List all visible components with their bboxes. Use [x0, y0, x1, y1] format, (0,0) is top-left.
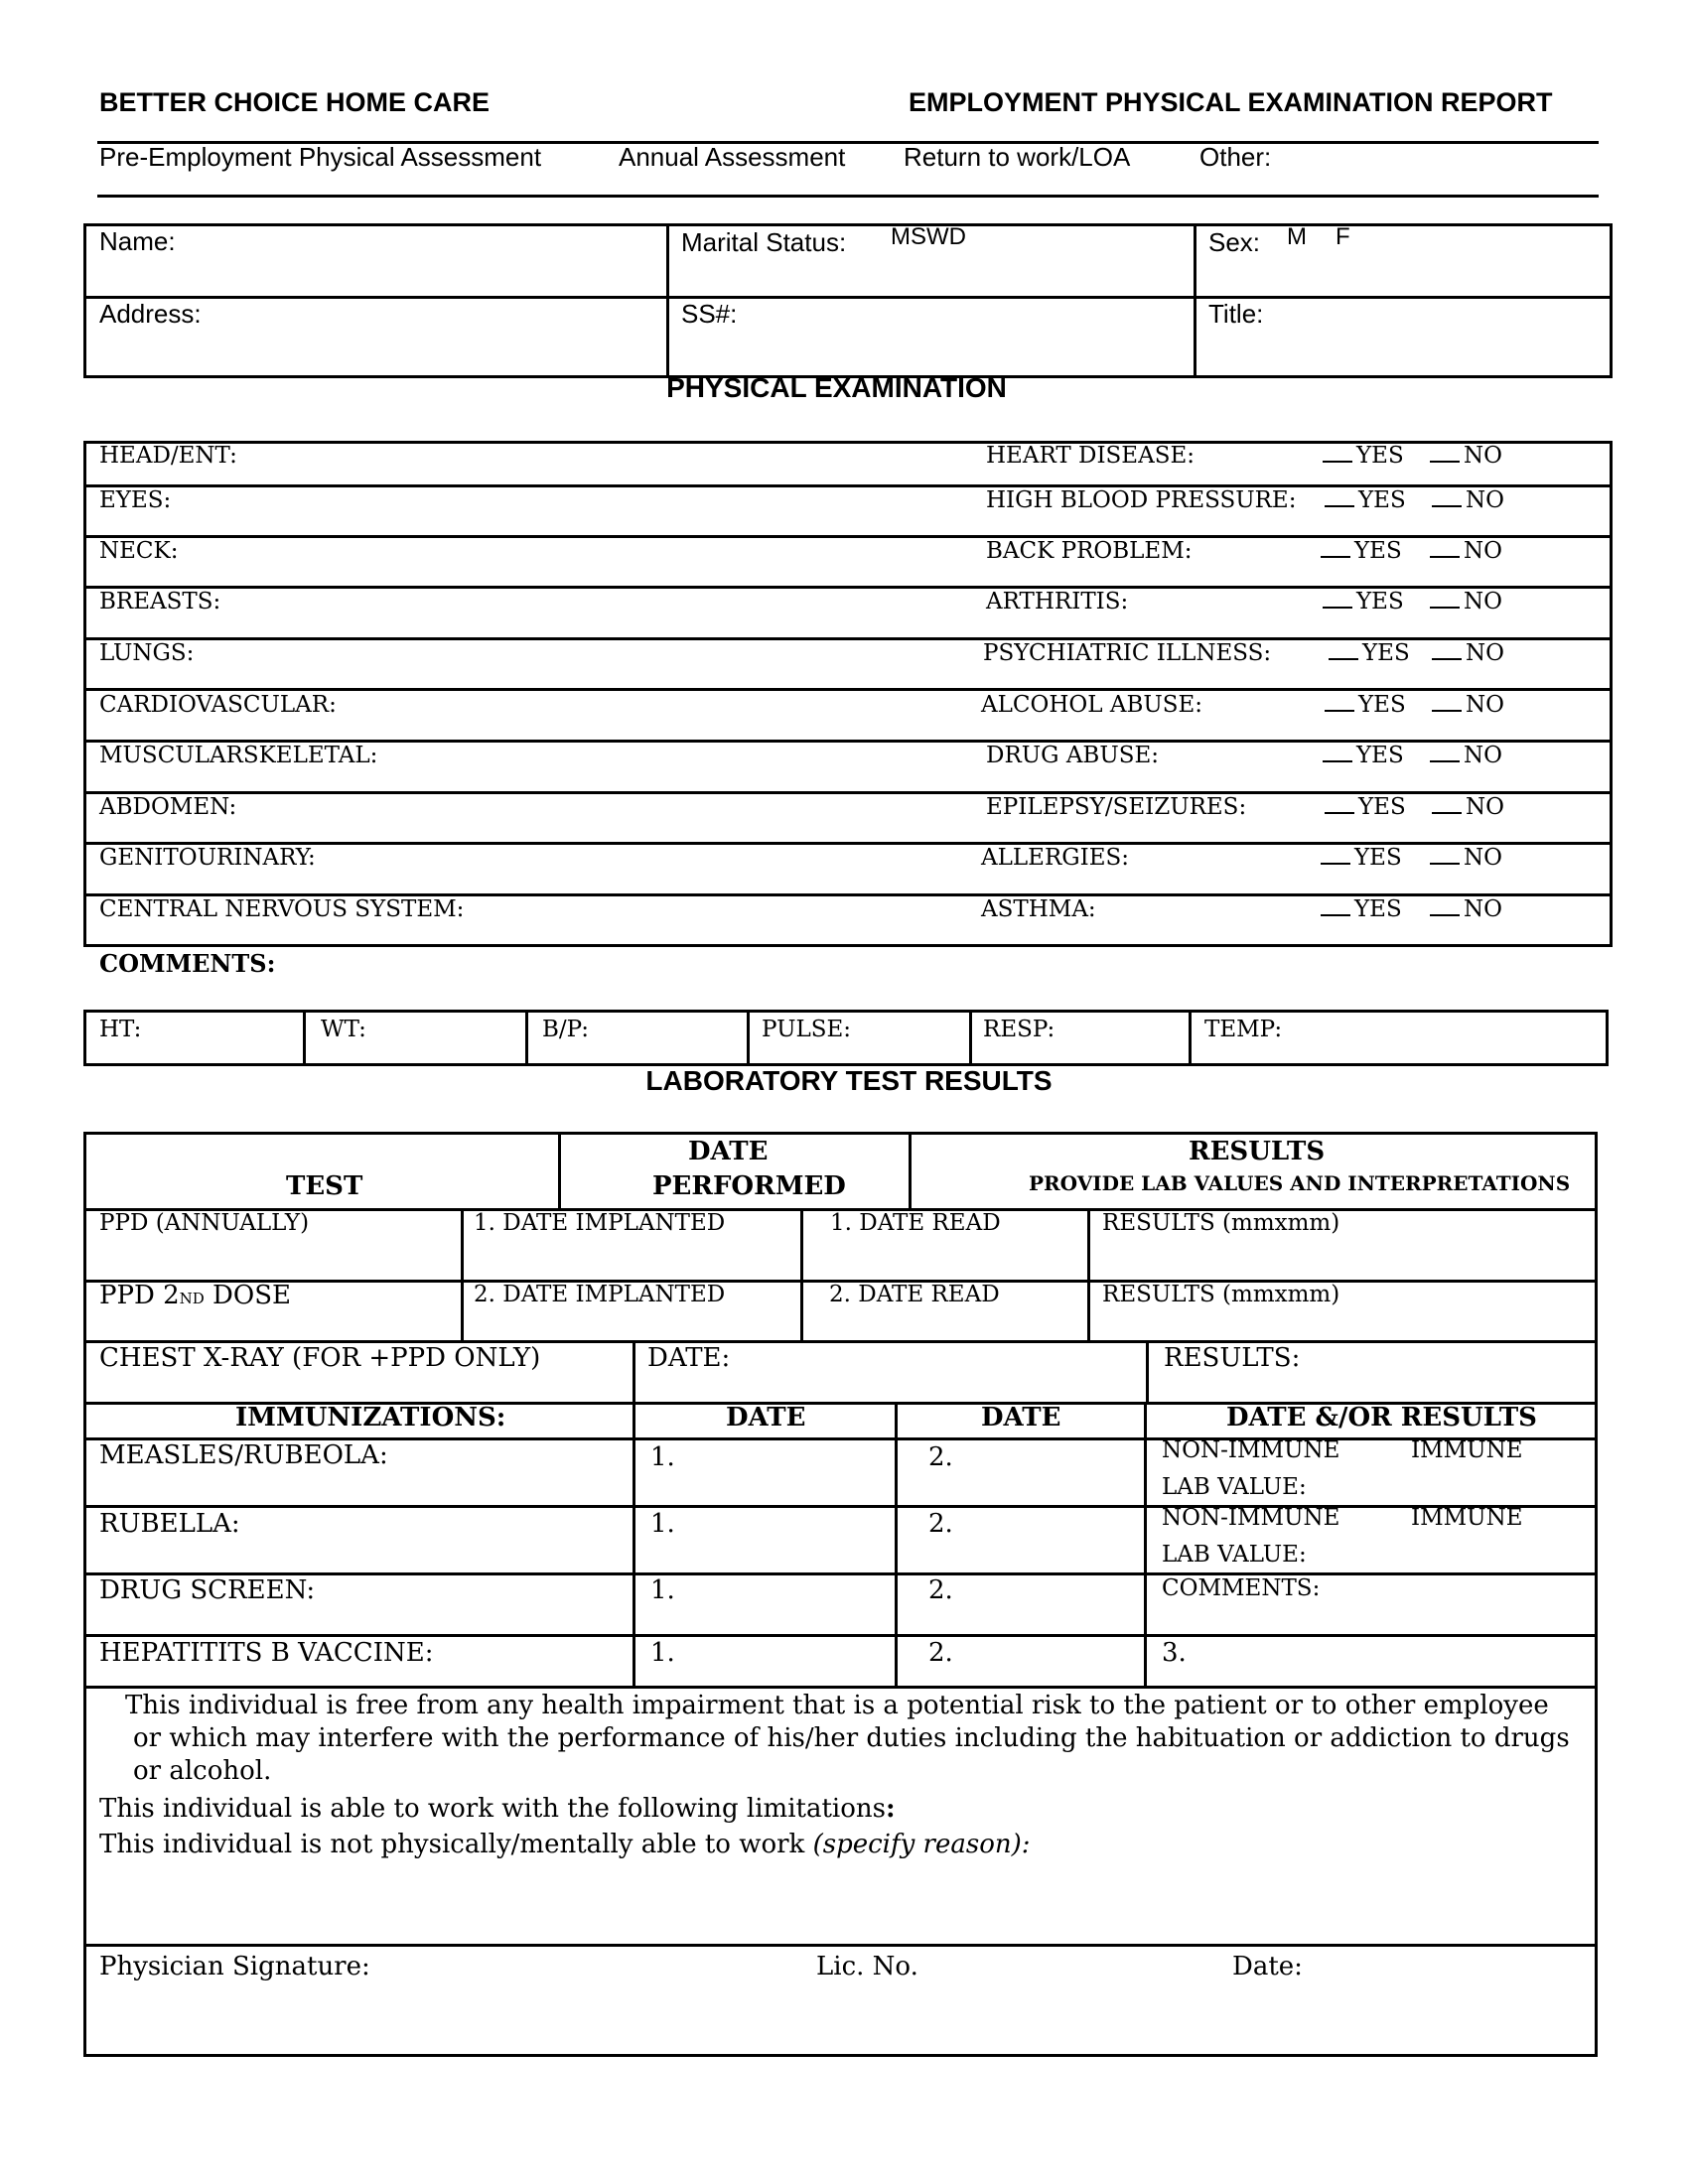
exam-system-muscularskeletal: MUSCULARSKELETAL:: [99, 743, 378, 768]
imm-row-rule: [83, 1505, 1598, 1508]
comments-label[interactable]: COMMENTS:: [99, 949, 276, 978]
ppd-divider: [1087, 1208, 1090, 1340]
drug-screen-date-2[interactable]: 2.: [928, 1575, 953, 1605]
personal-info-divider: [83, 296, 1613, 299]
name-field[interactable]: Name:: [99, 226, 176, 256]
measles-date-1[interactable]: 1.: [650, 1442, 675, 1472]
weight-field[interactable]: WT:: [321, 1017, 366, 1042]
height-field[interactable]: HT:: [99, 1017, 142, 1042]
blood-pressure-field[interactable]: B/P:: [542, 1017, 590, 1042]
condition-asthma: ASTHMA:: [981, 896, 1096, 922]
lab-col-results: RESULTS: [1189, 1137, 1326, 1166]
measles-immune[interactable]: IMMUNE: [1411, 1437, 1523, 1463]
drug-abuse-yes[interactable]: YES: [1323, 743, 1404, 768]
measles-rubeola-label: MEASLES/RUBEOLA:: [99, 1440, 388, 1470]
exam-row-rule: [83, 688, 1613, 691]
exam-system-head-ent: HEAD/ENT:: [99, 443, 237, 469]
statement-fit-line3: or alcohol.: [133, 1756, 272, 1786]
xray-divider: [1146, 1340, 1149, 1403]
vitals-divider: [969, 1010, 972, 1066]
statement-fit-line1[interactable]: This individual is free from any health impairment that is a potential risk to the patient or to other employee: [125, 1691, 1549, 1720]
lab-results-title: LABORATORY TEST RESULTS: [645, 1065, 1053, 1096]
condition-back-problem: BACK PROBLEM:: [986, 538, 1193, 564]
asthma-no[interactable]: NO: [1430, 896, 1502, 922]
sex-field[interactable]: Sex:: [1208, 227, 1261, 257]
psychiatric-illness-yes[interactable]: YES: [1329, 640, 1410, 666]
exam-system-neck: NECK:: [99, 538, 179, 564]
exam-system-breasts: BREASTS:: [99, 589, 221, 614]
hepatitis-b-date-1[interactable]: 1.: [650, 1638, 675, 1668]
condition-high-blood-pressure: HIGH BLOOD PRESSURE:: [986, 487, 1297, 513]
drug-abuse-no[interactable]: NO: [1430, 743, 1502, 768]
hepatitis-b-label: HEPATITITS B VACCINE:: [99, 1638, 434, 1668]
drug-screen-label: DRUG SCREEN:: [99, 1575, 316, 1605]
ppd-2nd-dose-test: PPD 2ND DOSE: [99, 1281, 292, 1310]
hepatitis-b-date-3[interactable]: 3.: [1162, 1638, 1187, 1668]
imm-row-rule: [83, 1686, 1598, 1689]
statement-not-able[interactable]: This individual is not physically/mentally able to work (specify reason):: [99, 1830, 1031, 1859]
lab-header-divider: [909, 1132, 912, 1209]
arthritis-yes[interactable]: YES: [1323, 589, 1404, 614]
immunizations-header: IMMUNIZATIONS:: [235, 1403, 506, 1433]
rubella-immune[interactable]: IMMUNE: [1411, 1505, 1523, 1531]
option-annual[interactable]: Annual Assessment: [619, 142, 846, 172]
lab-col-date: DATE: [688, 1137, 769, 1166]
exam-system-genitourinary: GENITOURINARY:: [99, 845, 316, 871]
vitals-divider: [1189, 1010, 1192, 1066]
marital-status-field[interactable]: Marital Status:: [681, 227, 847, 257]
sex-option-m[interactable]: M: [1287, 223, 1307, 250]
allergies-yes[interactable]: YES: [1321, 845, 1402, 871]
license-number-field[interactable]: Lic. No.: [816, 1952, 918, 1981]
vitals-divider: [303, 1010, 306, 1066]
heart-disease-yes[interactable]: YES: [1323, 443, 1404, 469]
allergies-no[interactable]: NO: [1430, 845, 1502, 871]
chest-xray-results[interactable]: RESULTS:: [1164, 1343, 1301, 1373]
ppd-divider: [461, 1208, 464, 1340]
high-blood-pressure-no[interactable]: NO: [1432, 487, 1504, 513]
company-name: BETTER CHOICE HOME CARE: [99, 87, 491, 117]
epilepsy-seizures-yes[interactable]: YES: [1325, 794, 1406, 820]
ppd-2-results[interactable]: RESULTS (mmxmm): [1102, 1282, 1340, 1307]
temp-field[interactable]: TEMP:: [1204, 1017, 1283, 1042]
imm-row-rule: [83, 1634, 1598, 1637]
xray-divider: [633, 1340, 635, 1403]
condition-drug-abuse: DRUG ABUSE:: [986, 743, 1160, 768]
measles-lab-value[interactable]: LAB VALUE:: [1162, 1474, 1307, 1500]
back-problem-no[interactable]: NO: [1430, 538, 1502, 564]
statement-fit-line2: or which may interfere with the performance of his/her duties including the habituation or addiction to drugs: [133, 1723, 1570, 1753]
option-other[interactable]: Other:: [1199, 142, 1272, 172]
signature-rule: [83, 1944, 1598, 1947]
exam-system-abdomen: ABDOMEN:: [99, 794, 237, 820]
drug-screen-comments[interactable]: COMMENTS:: [1162, 1575, 1321, 1601]
alcohol-abuse-yes[interactable]: YES: [1325, 692, 1406, 718]
personal-col-divider-2: [1194, 223, 1196, 378]
imm-date-2-header: DATE: [981, 1403, 1061, 1433]
ppd-1-results[interactable]: RESULTS (mmxmm): [1102, 1210, 1340, 1236]
epilepsy-seizures-no[interactable]: NO: [1432, 794, 1504, 820]
drug-screen-date-1[interactable]: 1.: [650, 1575, 675, 1605]
condition-arthritis: ARTHRITIS:: [986, 589, 1129, 614]
ppd-1-date-read[interactable]: 1. DATE READ: [830, 1210, 1001, 1236]
marital-options[interactable]: MSWD: [891, 223, 966, 250]
imm-date-1-header: DATE: [726, 1403, 806, 1433]
imm-divider: [1144, 1402, 1147, 1686]
condition-heart-disease: HEART DISEASE:: [986, 443, 1195, 469]
vitals-divider: [747, 1010, 750, 1066]
lab-col-performed: PERFORMED: [652, 1171, 846, 1201]
imm-results-header: DATE &/OR RESULTS: [1226, 1403, 1537, 1433]
arthritis-no[interactable]: NO: [1430, 589, 1502, 614]
sex-option-f[interactable]: F: [1336, 223, 1350, 250]
high-blood-pressure-yes[interactable]: YES: [1325, 487, 1406, 513]
option-pre-employment[interactable]: Pre-Employment Physical Assessment: [99, 142, 542, 172]
condition-allergies: ALLERGIES:: [981, 845, 1130, 871]
resp-field[interactable]: RESP:: [983, 1017, 1055, 1042]
exam-system-cardiovascular: CARDIOVASCULAR:: [99, 692, 337, 718]
rubella-label: RUBELLA:: [99, 1509, 240, 1539]
ppd-divider: [800, 1208, 803, 1340]
rubella-non-immune[interactable]: NON-IMMUNE: [1162, 1505, 1340, 1531]
ss-number-field[interactable]: SS#:: [681, 299, 738, 329]
imm-divider: [895, 1402, 898, 1686]
measles-non-immune[interactable]: NON-IMMUNE: [1162, 1437, 1340, 1463]
report-title: EMPLOYMENT PHYSICAL EXAMINATION REPORT: [909, 87, 1553, 117]
assessment-rule: [97, 195, 1599, 198]
chest-xray-date[interactable]: DATE:: [647, 1343, 731, 1373]
asthma-yes[interactable]: YES: [1321, 896, 1402, 922]
rubella-date-1[interactable]: 1.: [650, 1509, 675, 1539]
physical-exam-title: PHYSICAL EXAMINATION: [666, 372, 1007, 403]
alcohol-abuse-no[interactable]: NO: [1432, 692, 1504, 718]
psychiatric-illness-no[interactable]: NO: [1432, 640, 1504, 666]
imm-divider: [633, 1402, 635, 1686]
heart-disease-no[interactable]: NO: [1430, 443, 1502, 469]
rubella-lab-value[interactable]: LAB VALUE:: [1162, 1542, 1307, 1568]
ppd-annual-test: PPD (ANNUALLY): [99, 1210, 310, 1236]
condition-psychiatric-illness: PSYCHIATRIC ILLNESS:: [983, 640, 1272, 666]
personal-col-divider-1: [666, 223, 669, 378]
lab-col-results-sub: PROVIDE LAB VALUES AND INTERPRETATIONS: [1029, 1171, 1571, 1195]
measles-date-2[interactable]: 2.: [928, 1442, 953, 1472]
lab-header-divider: [558, 1132, 561, 1209]
option-return-to-work[interactable]: Return to work/LOA: [904, 142, 1131, 172]
physician-signature-field[interactable]: Physician Signature:: [99, 1952, 370, 1981]
title-field[interactable]: Title:: [1208, 299, 1264, 329]
statement-limitations[interactable]: This individual is able to work with the following limitations:: [99, 1794, 896, 1824]
ppd-1-date-implanted[interactable]: 1. DATE IMPLANTED: [474, 1210, 726, 1236]
rubella-date-2[interactable]: 2.: [928, 1509, 953, 1539]
exam-system-eyes: EYES:: [99, 487, 172, 513]
signature-date-field[interactable]: Date:: [1232, 1952, 1303, 1981]
lab-col-test: TEST: [286, 1171, 363, 1201]
chest-xray-test: CHEST X-RAY (FOR +PPD ONLY): [99, 1343, 541, 1373]
exam-system-cns: CENTRAL NERVOUS SYSTEM:: [99, 896, 465, 922]
condition-epilepsy-seizures: EPILEPSY/SEIZURES:: [986, 794, 1247, 820]
exam-system-lungs: LUNGS:: [99, 640, 195, 666]
pulse-field[interactable]: PULSE:: [762, 1017, 852, 1042]
vitals-divider: [525, 1010, 528, 1066]
hepatitis-b-date-2[interactable]: 2.: [928, 1638, 953, 1668]
ppd-2-date-read[interactable]: 2. DATE READ: [829, 1282, 1000, 1307]
condition-alcohol-abuse: ALCOHOL ABUSE:: [981, 692, 1203, 718]
ppd-2-date-implanted[interactable]: 2. DATE IMPLANTED: [474, 1282, 726, 1307]
address-field[interactable]: Address:: [99, 299, 202, 329]
personal-info-box: [83, 223, 1613, 378]
back-problem-yes[interactable]: YES: [1321, 538, 1402, 564]
